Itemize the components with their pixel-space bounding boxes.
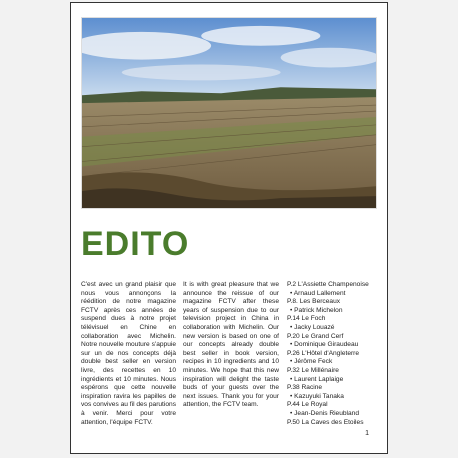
edito-headline: EDITO	[81, 225, 190, 263]
index-item: P.2 L'Assiette Champenoise	[287, 281, 369, 288]
index-chef: • Kazuyuki Tanaka	[290, 392, 344, 400]
vineyard-landscape-image	[82, 18, 376, 208]
index-chef: • Jean-Denis Rieubland	[290, 409, 360, 417]
index-chef: • Laurent Laplaige	[290, 375, 344, 383]
index-item: P.38 Racine	[287, 384, 323, 392]
index-item: P.50 La Caves des Etoiles	[287, 418, 364, 426]
index-item: P.8. Les Berceaux	[287, 298, 341, 306]
index-chef: • Jérôme Feck	[290, 358, 333, 366]
page-number: 1	[365, 430, 369, 437]
magazine-page	[70, 2, 388, 454]
index-chef: • Patrick Michelon	[290, 306, 343, 314]
paragraph-english: It is with great pleasure that we announce the reissue of our magazine FCTV after these years of suspension due to our television project in China in collaboration with Michelin. Our new version is based on one of our concepts already double best seller in book version, recipes in 10 ingredients and 10 minutes. We hope that this new inspiration will delight the taste buds of your guests over the next issues. Thank you for your attention, the FCTV team.	[183, 281, 279, 409]
index-item: P.26 L'Hôtel d'Angleterre	[287, 349, 360, 357]
index-item: P.44 Le Royal	[287, 401, 328, 409]
paragraph-french: C'est avec un grand plaisir que nous vous annonçons la réédition de notre magazine FCTV après ces années de suspend dues à notre projet télévisuel en Chine en collaboration avec Michelin. Notre nouvelle mouture s'appuie sur un de nos concepts déjà double best seller en version livre, des recettes en 10 ingrédients et 10 minutes. Nous espérons que cette nouvelle inspiration ravira les papilles de vos convives au fil des parutions à venir. Merci pour votre attention, l'équipe FCTV.	[81, 281, 176, 426]
index-item: P.14 Le Foch	[287, 315, 326, 323]
index-item: P.20 Le Grand Cerf	[287, 332, 344, 340]
restaurant-index	[287, 281, 383, 427]
index-chef: • Dominique Giraudeau	[290, 341, 359, 349]
vineyard-photo	[81, 17, 377, 209]
index-item: P.32 Le Millénaire	[287, 366, 339, 374]
index-chef: • Jacky Louazé	[290, 323, 335, 331]
index-chef: • Arnaud Lallement	[290, 289, 346, 297]
